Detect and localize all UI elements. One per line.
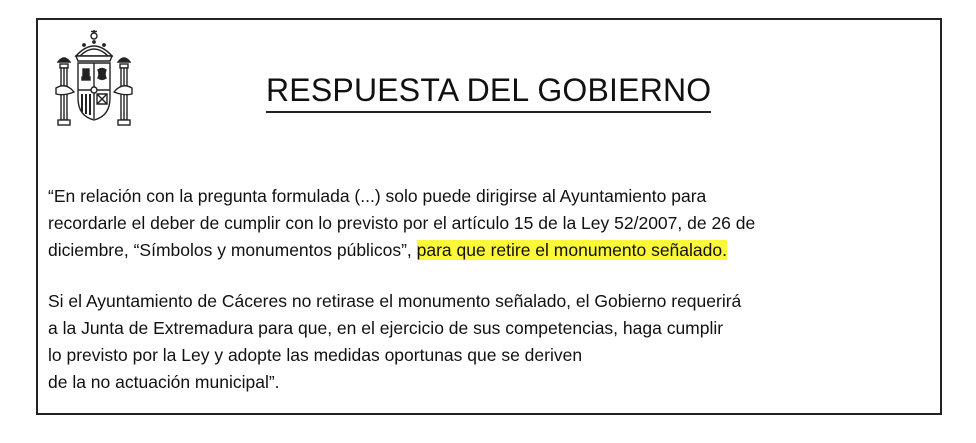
paragraph-line: lo previsto por la Ley y adopte las medidas oportunas que se deriven <box>48 345 583 365</box>
paragraph-line: Si el Ayuntamiento de Cáceres no retirase el monumento señalado, el Gobierno requerirá <box>48 291 742 311</box>
paragraph-quote-1 <box>48 183 928 264</box>
paragraph-quote-2 <box>48 288 928 396</box>
paragraph-line: a la Junta de Extremadura para que, en el ejercicio de sus competencias, haga cumplir <box>48 318 724 338</box>
paragraph-line: “En relación con la pregunta formulada (...) solo puede dirigirse al Ayuntamiento para <box>48 186 707 206</box>
paragraph-line: de la no actuación municipal”. <box>48 372 280 392</box>
paragraph-line: diciembre, “Símbolos y monumentos públicos”, <box>48 240 417 260</box>
spanish-coat-of-arms-icon <box>54 28 134 132</box>
paragraph-line: recordarle el deber de cumplir con lo previsto por el artículo 15 de la Ley 52/2007, de 26 de <box>48 213 756 233</box>
document-frame <box>36 18 942 415</box>
highlighted-text: para que retire el monumento señalado. <box>416 240 727 260</box>
page-title: RESPUESTA DEL GOBIERNO <box>266 70 711 113</box>
